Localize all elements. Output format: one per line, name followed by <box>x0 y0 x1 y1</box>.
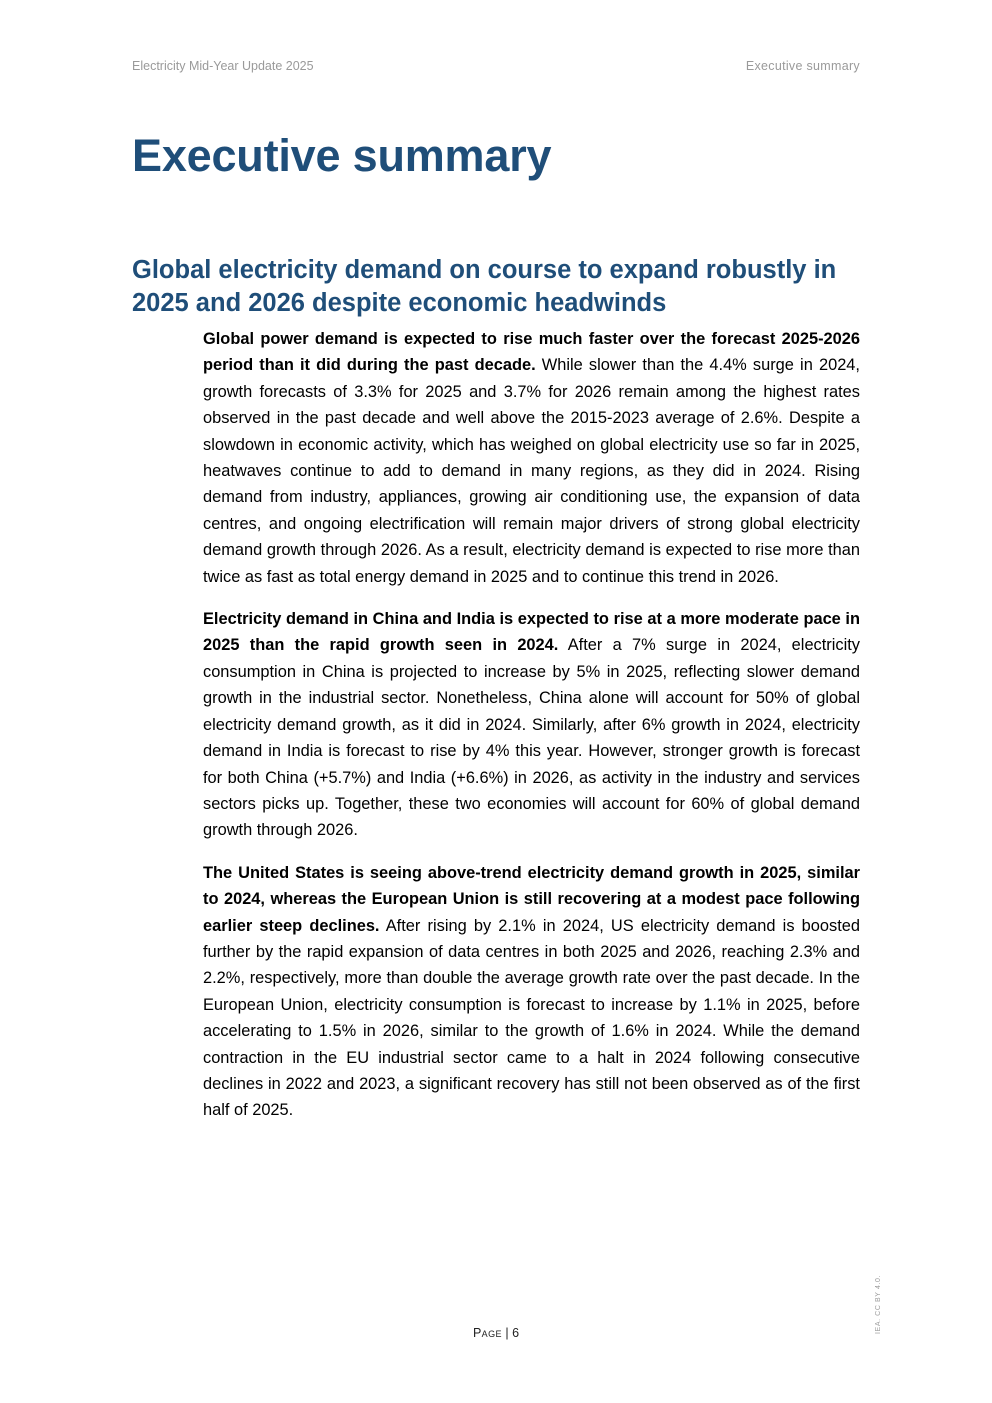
section-body <box>203 326 860 1140</box>
chapter-title: Executive summary <box>745 59 860 73</box>
paragraph-lead: Electricity demand in China and India is expected to rise at a more moderate pace in 2025 than the rapid growth seen in 2024. <box>203 610 860 655</box>
paragraph-text: After rising by 2.1% in 2024, US electricity demand is boosted further by the rapid expansion of data centres in both 2025 and 2026, reaching 2.3% and 2.2%, respectively, more than double the average growth rate over the past decade. In the European Union, electricity consumption is forecast to increase by 1.1% in 2025, before accelerating to 1.5% in 2026, similar to the growth of 1.6% in 2024. While the demand contraction in the EU industrial sector came to a halt in 2024 following consecutive declines in 2022 and 2023, a significant recovery has still not been observed as of the first half of 2025. <box>203 916 860 1120</box>
page-separator: | <box>501 1326 513 1340</box>
paragraph-text: After a 7% surge in 2024, electricity consumption in China is projected to increase by 5% in 2025, reflecting slower demand growth in the industrial sector. Nonetheless, China alone will account for 50% of global electricity demand growth, as it did in 2024. Similarly, after 6% growth in 2024, electricity demand in India is forecast to rise by 4% this year. However, stronger growth is forecast for both China (+5.7%) and India (+6.6%) in 2026, as activity in the industry and services sectors picks up. Together, these two economies will account for 60% of global demand growth through 2026. <box>203 636 860 840</box>
running-header <box>132 59 860 75</box>
paragraph-text: While slower than the 4.4% surge in 2024, growth forecasts of 3.3% for 2025 and 3.7% for 2026 remain among the highest rates observed in the past decade and well above the 2015-2023 average of 2.6%. Despite a slowdown in economic activity, which has weighed on global electricity use so far in 2025, heatwaves continue to add to demand in many regions, as they did in 2024. Rising demand from industry, appliances, growing air conditioning use, the expansion of data centres, and ongoing electrification will remain major drivers of strong global electricity demand growth through 2026. As a result, electricity demand is expected to rise more than twice as fast as total energy demand in 2025 and to continue this trend in 2026. <box>203 356 860 586</box>
license-notice: IEA. CC BY 4.0. <box>875 1274 882 1334</box>
page-footer <box>0 1326 992 1340</box>
page-number: 6 <box>512 1326 520 1340</box>
publication-title: Electricity Mid-Year Update 2025 <box>132 59 314 73</box>
section-heading: Global electricity demand on course to expand robustly in 2025 and 2026 despite economic headwinds <box>132 256 837 317</box>
paragraph-china-india <box>203 606 860 844</box>
paragraph-us-eu <box>203 860 860 1124</box>
paragraph-global-demand <box>203 326 860 590</box>
paragraph-lead: The United States is seeing above-trend electricity demand growth in 2025, similar to 2024, whereas the European Union is still recovering at a modest pace following earlier steep declines. <box>203 863 860 935</box>
page-title: Executive summary <box>132 130 552 181</box>
paragraph-lead: Global power demand is expected to rise much faster over the forecast 2025-2026 period than it did during the past decade. <box>203 330 860 375</box>
page-label: Page <box>472 1326 502 1340</box>
